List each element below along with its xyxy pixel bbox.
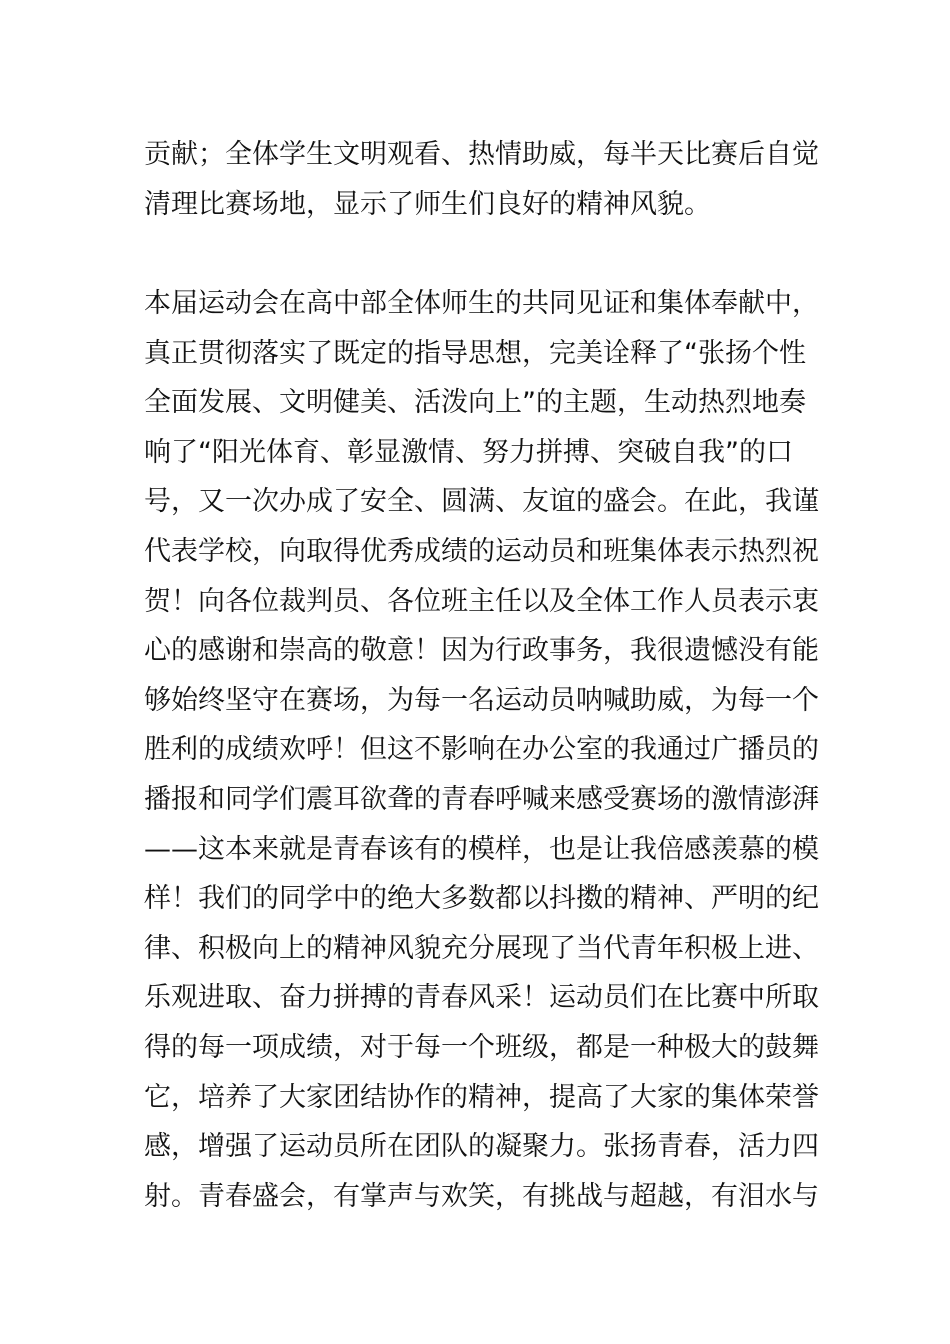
text-line: 乐观进取、奋力拼搏的青春风采！运动员们在比赛中所取 (144, 982, 819, 1014)
text-line: 代表学校，向取得优秀成绩的运动员和班集体表示热烈祝 (144, 535, 819, 567)
text-line: 响了“阳光体育、彰显激情、努力拼搏、突破自我”的口 (144, 436, 793, 468)
paragraph-1 (144, 130, 819, 229)
text-line: 感，增强了运动员所在团队的凝聚力。张扬青春，活力四 (144, 1131, 819, 1163)
text-line: 心的感谢和崇高的敬意！因为行政事务，我很遗憾没有能 (144, 635, 819, 667)
text-line: 得的每一项成绩，对于每一个班级，都是一种极大的鼓舞 (144, 1031, 819, 1063)
text-line: 贡献；全体学生文明观看、热情助威，每半天比赛后自觉 (144, 139, 819, 170)
text-line: 样！我们的同学中的绝大多数都以抖擞的精神、严明的纪 (144, 883, 819, 915)
paragraph-2 (144, 279, 819, 1221)
text-line: 律、积极向上的精神风貌充分展现了当代青年积极上进、 (144, 932, 819, 964)
text-line: 全面发展、文明健美、活泼向上”的主题，生动热烈地奏 (144, 387, 806, 419)
text-line: 够始终坚守在赛场，为每一名运动员呐喊助威，为每一个 (144, 684, 819, 716)
text-line: 清理比赛场地，显示了师生们良好的精神风貌。 (144, 188, 711, 220)
text-line: 播报和同学们震耳欲聋的青春呼喊来感受赛场的激情澎湃 (144, 783, 819, 815)
text-line: 胜利的成绩欢呼！但这不影响在办公室的我通过广播员的 (144, 734, 819, 766)
text-line: 本届运动会在高中部全体师生的共同见证和集体奉献中， (144, 288, 819, 319)
text-line: 号，又一次办成了安全、圆满、友谊的盛会。在此，我谨 (144, 486, 819, 518)
text-line: ——这本来就是青春该有的模样，也是让我倍感羡慕的模 (144, 833, 819, 865)
text-line: 它，培养了大家团结协作的精神，提高了大家的集体荣誉 (144, 1081, 819, 1113)
text-line: 射。青春盛会，有掌声与欢笑，有挑战与超越，有泪水与 (144, 1180, 819, 1212)
text-line: 贺！向各位裁判员、各位班主任以及全体工作人员表示衷 (144, 585, 819, 617)
text-line: 真正贯彻落实了既定的指导思想，完美诠释了“张扬个性 (144, 337, 806, 369)
